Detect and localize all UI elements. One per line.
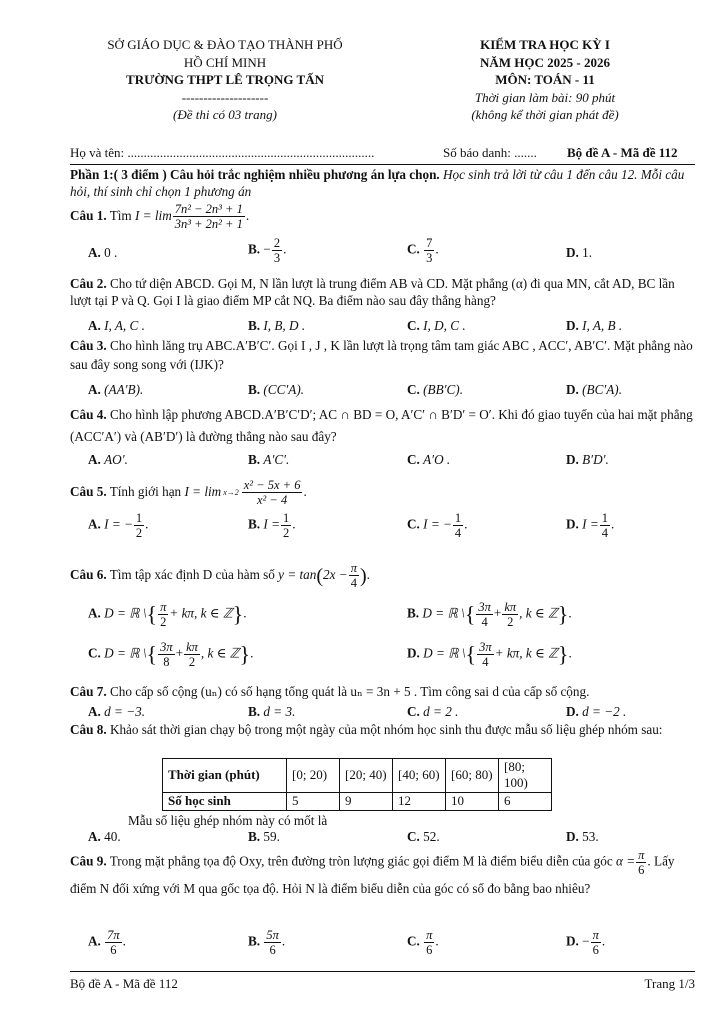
option-label: B. [248, 829, 261, 844]
numerator: 3π [479, 640, 492, 654]
option-label: C. [407, 829, 420, 844]
duration-note: (không kể thời gian phát đề) [471, 107, 619, 122]
question-label: Câu 5. [70, 484, 107, 499]
fraction [242, 478, 303, 507]
angle-expression: α = [616, 853, 636, 869]
open-paren: ( [316, 564, 324, 587]
table-cell: [0; 20) [287, 759, 340, 793]
option-label: B. [248, 382, 261, 397]
question-label: Câu 7. [70, 684, 107, 699]
option-a[interactable] [88, 382, 143, 399]
numerator: π [592, 928, 599, 942]
question-9 [70, 848, 695, 901]
limit-expression: I = lim [184, 484, 222, 499]
close-brace: } [232, 601, 244, 627]
option-b[interactable]: B. D = ℝ \{ $\frac{3\pi}{4}$ + $\frac{k\pi}{2}$ , k ∈ ℤ}. [407, 600, 572, 629]
option-b[interactable]: B. − $\frac{2}{3}$ . [248, 236, 287, 265]
table-cell: [60; 80) [446, 759, 499, 793]
option-label: A. [88, 452, 101, 467]
option-d[interactable]: D. I = $\frac{1}{4}$ . [566, 511, 615, 540]
option-label: B. [248, 241, 261, 257]
info-divider [70, 164, 695, 165]
candidate-number-field: Số báo danh: ....... [443, 145, 537, 160]
option-a[interactable]: A. D = ℝ \{ $\frac{\pi}{2}$ + kπ, k ∈ ℤ}. [88, 600, 247, 629]
option-text: d = 2 . [423, 704, 459, 719]
question-label: Câu 3. [70, 338, 107, 353]
option-label: A. [88, 245, 101, 260]
denominator: 3n³ + 2n² + 1 [174, 217, 243, 232]
option-text: B′D′. [582, 452, 609, 467]
option-text: 52. [423, 829, 440, 844]
limit-expression: I = lim [134, 208, 172, 223]
part1-heading [70, 166, 695, 200]
fraction [173, 202, 245, 231]
numerator: 5π [266, 928, 279, 942]
option-a[interactable] [88, 245, 117, 262]
option-suffix: + kπ, k ∈ ℤ [169, 605, 233, 621]
option-text: (CC′A). [263, 382, 305, 397]
option-label: D. [566, 516, 579, 532]
denominator: x² − 4 [256, 493, 288, 508]
close-brace: } [239, 641, 251, 667]
option-d[interactable] [566, 245, 592, 262]
page-number: Trang 1/3 [644, 976, 695, 991]
fraction [477, 640, 494, 669]
option-text: 40. [104, 829, 121, 844]
close-brace: } [557, 601, 569, 627]
denominator: 6 [269, 943, 276, 957]
exam-header [420, 36, 670, 124]
option-c[interactable] [407, 452, 450, 469]
open-brace: { [146, 601, 158, 627]
option-c[interactable] [407, 382, 463, 399]
question-text: Tính giới hạn [109, 484, 182, 499]
question-3 [70, 336, 695, 374]
close-brace: } [557, 641, 569, 667]
fraction [184, 640, 200, 669]
numerator: kπ [504, 600, 517, 614]
fraction [600, 511, 610, 540]
open-brace: { [146, 641, 158, 667]
option-prefix: I = − [104, 516, 133, 532]
numerator: π [638, 848, 645, 862]
option-label: D. [566, 829, 579, 844]
option-b[interactable] [248, 829, 280, 846]
option-text: I, B, D . [263, 318, 306, 333]
school-name: TRƯỜNG THPT LÊ TRỌNG TẤN [126, 72, 324, 87]
option-text: I, D, C . [423, 318, 466, 333]
question-text: . Lấy điểm N đối xứng với M qua gốc tọa độ. Hỏi N là điểm biểu diễn của góc có số đo bằng bao nhiêu? [70, 853, 675, 896]
fraction [502, 600, 518, 629]
fraction [158, 600, 168, 629]
question-label: Câu 4. [70, 407, 107, 422]
option-text: 0 . [104, 245, 118, 260]
option-prefix: I = [263, 516, 280, 532]
open-brace: { [465, 641, 477, 667]
option-label: B. [248, 933, 261, 949]
student-info-row [70, 145, 695, 163]
option-label: C. [407, 382, 420, 397]
option-a[interactable] [88, 829, 121, 846]
option-text: d = −2 . [582, 704, 627, 719]
part1-title: Phần 1:( 3 điểm ) Câu hỏi trắc nghiệm nhiều phương án lựa chọn. [70, 167, 440, 182]
option-prefix: D = ℝ \ [104, 645, 147, 661]
option-d[interactable] [566, 382, 622, 399]
denominator: 2 [507, 615, 514, 629]
question-7 [70, 683, 695, 700]
exam-code: Bộ đề A - Mã đề 112 [567, 145, 678, 160]
option-a[interactable]: A. $\frac{7\pi}{6}$ . [88, 928, 126, 957]
option-label: D. [566, 704, 579, 719]
denominator: 4 [482, 655, 489, 669]
fraction [424, 236, 434, 265]
numerator: 7n² − 2n³ + 1 [174, 202, 243, 217]
option-b[interactable]: B. $\frac{5\pi}{6}$ . [248, 928, 286, 957]
fraction [591, 928, 601, 957]
numerator: 2 [273, 236, 281, 250]
option-text: I, A, C . [104, 318, 145, 333]
option-label: D. [566, 245, 579, 260]
question-label: Câu 9. [70, 853, 107, 869]
fraction [134, 511, 144, 540]
option-text: (BC′A). [582, 382, 622, 397]
option-c[interactable] [407, 704, 458, 721]
option-c[interactable] [407, 829, 440, 846]
school-year: NĂM HỌC 2025 - 2026 [480, 54, 610, 70]
numerator: x² − 5x + 6 [243, 478, 301, 493]
denominator: 3 [273, 251, 281, 265]
fraction [424, 928, 434, 957]
option-label: C. [407, 933, 420, 949]
numerator: 1 [135, 511, 143, 525]
function-expression: y = tan [278, 567, 317, 582]
option-label: D. [566, 318, 579, 333]
question-8-followup: Mẫu số liệu ghép nhóm này có mốt là [128, 813, 328, 828]
table-cell: 10 [446, 792, 499, 810]
question-label: Câu 6. [70, 567, 107, 582]
option-suffix: , k ∈ ℤ [200, 645, 240, 661]
table-row [163, 759, 552, 793]
option-label: C. [407, 241, 420, 257]
header-divider: -------------------- [181, 89, 269, 105]
denominator: 6 [426, 943, 433, 957]
numerator: π [350, 561, 357, 576]
answers-6-row1 [88, 600, 698, 632]
option-d[interactable] [566, 318, 622, 335]
option-label: C. [407, 452, 420, 467]
denominator: 2 [135, 526, 143, 540]
table-header-cell: Thời gian (phút) [163, 759, 287, 793]
table-cell: 6 [499, 792, 552, 810]
denominator: 4 [350, 576, 357, 591]
option-prefix: I = [582, 516, 599, 532]
answers-6-row2 [88, 640, 698, 672]
part1-instruction: Học sinh trả lời từ câu 1 đến câu 12. Mỗi câu hỏi, thí sinh chỉ chọn 1 phương án [70, 167, 685, 199]
option-label: B. [248, 318, 261, 333]
option-prefix: − [582, 933, 590, 949]
denominator: 4 [601, 526, 608, 540]
option-text: I, A, B . [582, 318, 623, 333]
denominator: 6 [592, 943, 599, 957]
table-cell: [80; 100) [499, 759, 552, 793]
option-prefix: D = ℝ \ [423, 645, 466, 661]
question-1: Câu 1. Tìm I = lim $\frac{\text{7n² − 2n³ + 1}}{\text{3n³ + 2n² + 1}}$ . [70, 202, 250, 232]
option-text: 53. [582, 829, 599, 844]
limit-variable: x→2 [223, 488, 239, 498]
option-label: A. [88, 382, 101, 397]
option-prefix: D = ℝ \ [422, 605, 465, 621]
option-c[interactable]: C. $\frac{7}{3}$ . [407, 236, 439, 265]
denominator: 4 [481, 615, 488, 629]
answers-1 [88, 236, 698, 275]
answers-5 [88, 511, 698, 550]
option-d[interactable] [566, 452, 609, 469]
numerator: 1 [282, 511, 290, 525]
table-row [163, 792, 552, 810]
option-text: d = −3. [104, 704, 146, 719]
table-cell: [40; 60) [393, 759, 446, 793]
question-label: Câu 1. [70, 208, 107, 223]
question-text: Trong mặt phẳng tọa độ Oxy, trên đường tròn lượng giác gọi điểm M là điểm biểu diễn của góc [109, 853, 613, 869]
option-a[interactable] [88, 452, 128, 469]
denominator: 2 [188, 655, 196, 669]
option-suffix: + kπ, k ∈ ℤ [494, 645, 558, 661]
option-label: A. [88, 605, 101, 621]
option-text: A′O . [423, 452, 451, 467]
numerator: 1 [454, 511, 462, 525]
page-count-note: (Đề thi có 03 trang) [173, 107, 277, 122]
question-text: Cho tứ diện ABCD. Gọi M, N lần lượt là trung điểm AB và CD. Mặt phẳng (α) đi qua MN, cắt AD, BC lần lượt tại P và Q. Gọi I là giao điểm MP cắt NQ. Ba điểm nào sau đây thẳng hàng? [70, 276, 675, 308]
fraction [264, 928, 281, 957]
numerator: π [426, 928, 433, 942]
question-text: Cho hình lập phương ABCD.A′B′C′D′; AC ∩ BD = O, A′C′ ∩ B′D′ = O′. Khi đó giao tuyến của hai mặt phẳng (ACC′A′) và (AB′D′) là đường thẳng nào sau đây? [70, 407, 693, 444]
option-c[interactable]: C. I = − $\frac{1}{4}$ . [407, 511, 468, 540]
numerator: 3π [160, 640, 173, 654]
open-brace: { [464, 601, 476, 627]
student-name-field: Họ và tên: ............................................................................ [70, 145, 375, 160]
question-label: Câu 2. [70, 276, 107, 291]
option-d[interactable]: D. − $\frac{\pi}{6}$ . [566, 928, 606, 957]
close-paren: ) [359, 564, 367, 587]
denominator: 3 [426, 251, 433, 265]
option-label: D. [566, 382, 579, 397]
subject: MÔN: TOÁN - 11 [495, 72, 595, 87]
option-label: A. [88, 318, 101, 333]
fraction [281, 511, 291, 540]
option-b[interactable] [248, 452, 289, 469]
question-2 [70, 275, 695, 309]
option-label: C. [407, 318, 420, 333]
option-d[interactable] [566, 829, 599, 846]
numerator: 1 [601, 511, 608, 525]
argument-prefix: 2x − [323, 567, 348, 582]
option-text: d = 3. [263, 704, 296, 719]
option-label: A. [88, 933, 101, 949]
denominator: 4 [454, 526, 462, 540]
numerator: 3π [478, 600, 491, 614]
option-a[interactable]: A. I = − $\frac{1}{2}$ . [88, 511, 149, 540]
option-b[interactable]: B. I = $\frac{1}{2}$ . [248, 511, 296, 540]
question-6: Câu 6. Tìm tập xác định D của hàm số y = tan(2x − $\frac{\pi}{4}$ ). [70, 561, 370, 591]
option-text: (AA′B). [104, 382, 144, 397]
answers-9 [88, 928, 698, 958]
table-cell: 5 [287, 792, 340, 810]
option-d[interactable]: D. D = ℝ \{ $\frac{3\pi}{4}$ + kπ, k ∈ ℤ}. [407, 640, 572, 669]
question-text: Cho cấp số cộng (uₙ) có số hạng tổng quát là uₙ = 3n + 5 . Tìm công sai d của cấp số cộng. [109, 684, 590, 699]
question-5: Câu 5. Tính giới hạn I = lim x→2 $\frac{\text{x² − 5x + 6}}{\text{x² − 4}}$ . [70, 478, 307, 508]
fraction [105, 928, 122, 957]
option-a[interactable] [88, 704, 145, 721]
option-label: A. [88, 829, 101, 844]
option-label: C. [407, 704, 420, 719]
exam-title: KIỂM TRA HỌC KỲ I [480, 37, 610, 52]
numerator: kπ [186, 640, 198, 654]
option-b[interactable] [248, 704, 295, 721]
option-label: D. [566, 933, 579, 949]
option-text: AO′. [104, 452, 128, 467]
option-prefix: D = ℝ \ [104, 605, 147, 621]
fraction [158, 640, 175, 669]
footer-exam-code: Bộ đề A - Mã đề 112 [70, 976, 178, 991]
option-suffix: , k ∈ ℤ [519, 605, 558, 621]
table-cell: 9 [340, 792, 393, 810]
option-c[interactable]: C. $\frac{\pi}{6}$ . [407, 928, 439, 957]
option-label: D. [566, 452, 579, 467]
question-label: Câu 8. [70, 722, 107, 737]
option-label: C. [407, 516, 420, 532]
option-label: B. [407, 605, 420, 621]
option-b[interactable] [248, 318, 305, 335]
question-text: Tìm tập xác định D của hàm số [109, 567, 275, 582]
numerator: 7π [107, 928, 120, 942]
question-text: Khảo sát thời gian chạy bộ trong một ngày của một nhóm học sinh thu được mẫu số liệu ghép nhóm sau: [109, 722, 663, 737]
city-name: HỒ CHÍ MINH [183, 54, 267, 70]
option-label: B. [248, 516, 261, 532]
fraction [272, 236, 282, 265]
option-d[interactable] [566, 704, 626, 721]
question-4 [70, 404, 695, 448]
option-label: B. [248, 452, 261, 467]
table-cell: [20; 40) [340, 759, 393, 793]
option-text: A′C′. [263, 452, 290, 467]
option-a[interactable] [88, 318, 145, 335]
option-b[interactable] [248, 382, 304, 399]
option-text: 59. [263, 829, 280, 844]
option-text: 1. [582, 245, 593, 260]
fraction [636, 848, 646, 877]
option-c[interactable]: C. D = ℝ \{ $\frac{3\pi}{8}$ + $\frac{k\pi}{2}$ , k ∈ ℤ}. [88, 640, 254, 669]
option-label: D. [407, 645, 420, 661]
question-8 [70, 721, 695, 738]
option-label: A. [88, 704, 101, 719]
option-label: C. [88, 645, 101, 661]
denominator: 6 [110, 943, 117, 957]
table-cell: 12 [393, 792, 446, 810]
option-prefix: I = − [423, 516, 452, 532]
frequency-table [162, 758, 552, 811]
limit-subscript [223, 487, 239, 498]
question-text: Cho hình lăng trụ ABC.A′B′C′. Gọi I , J , K lần lượt là trọng tâm tam giác ABC , ACC′, AB′C′. Mặt phẳng nào sau đây song song với (IJK)? [70, 338, 693, 372]
fraction [476, 600, 493, 629]
option-text: (BB′C). [423, 382, 463, 397]
table-header-cell: Số học sinh [163, 792, 287, 810]
denominator: 2 [160, 615, 167, 629]
option-label: B. [248, 704, 261, 719]
denominator: 8 [163, 655, 170, 669]
option-c[interactable] [407, 318, 466, 335]
denominator: 6 [638, 863, 645, 877]
denominator: 2 [282, 526, 290, 540]
school-header [70, 36, 380, 124]
question-text: Tìm [109, 208, 132, 223]
fraction [349, 561, 359, 590]
footer-divider [70, 971, 695, 972]
fraction [453, 511, 463, 540]
duration: Thời gian làm bài: 90 phút [474, 89, 616, 105]
numerator: 7 [426, 236, 433, 250]
department-name: SỞ GIÁO DỤC & ĐÀO TẠO THÀNH PHỐ [107, 37, 343, 52]
option-label: A. [88, 516, 101, 532]
numerator: π [160, 600, 167, 614]
